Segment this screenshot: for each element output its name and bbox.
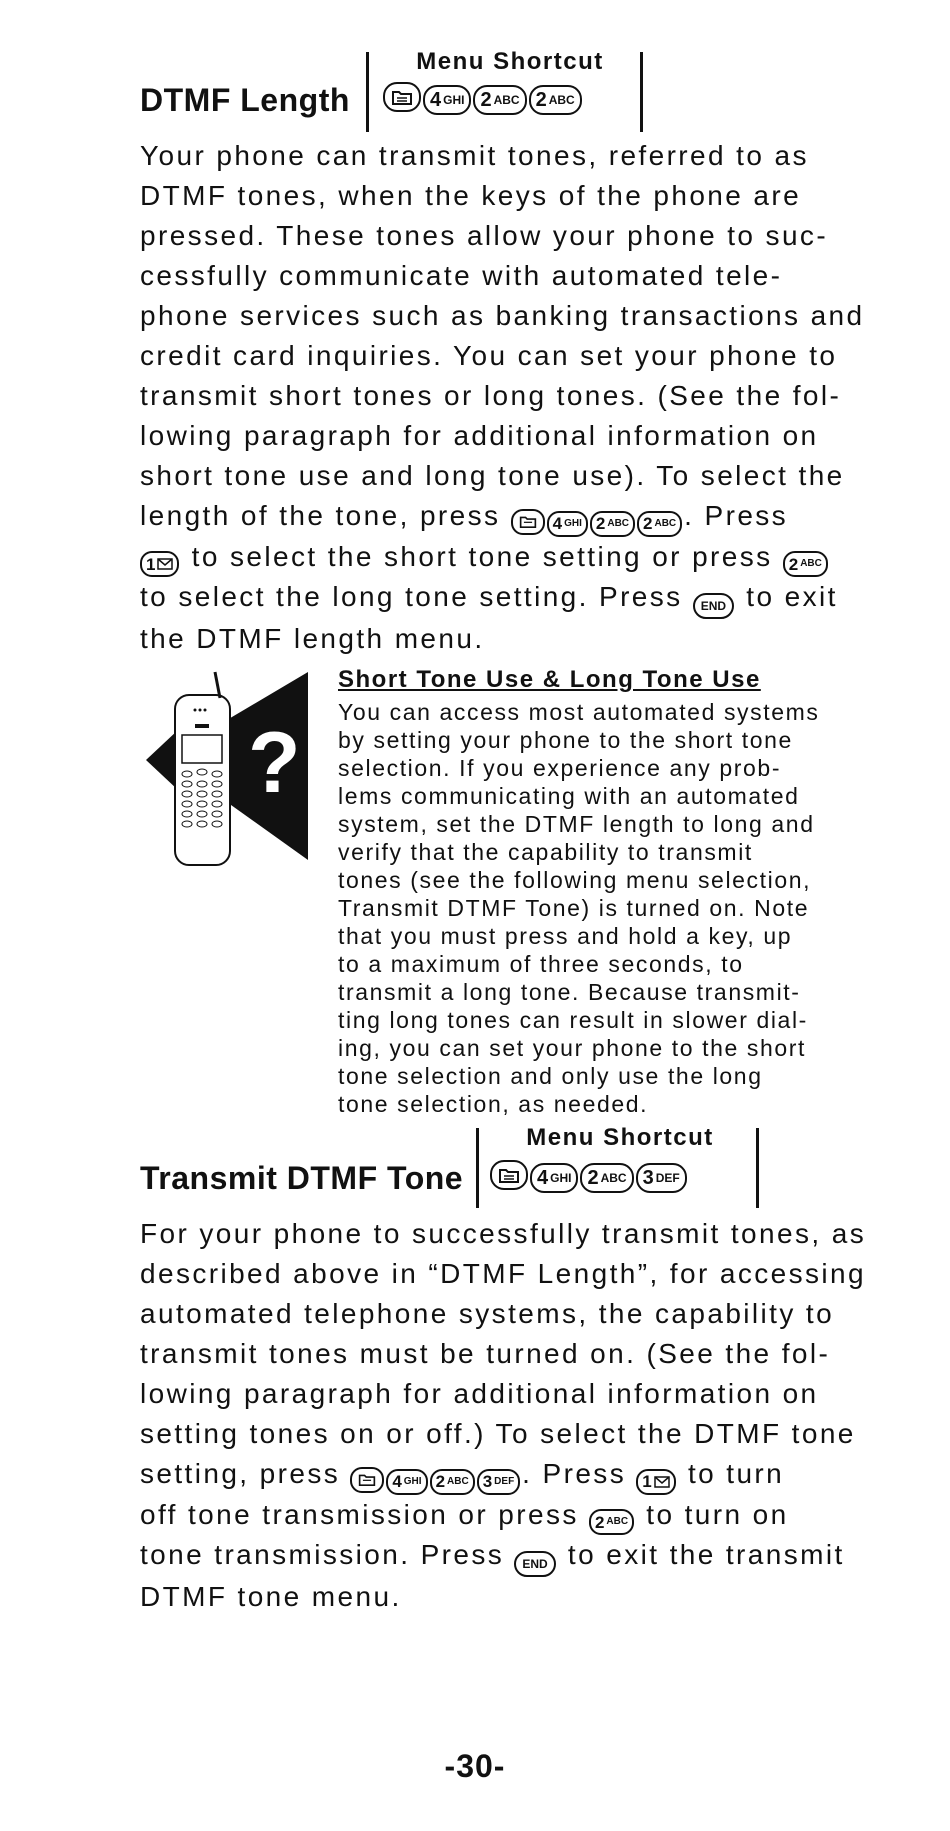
text-span: to select the long tone setting. Press bbox=[140, 581, 683, 612]
text-line: the DTMF length menu. bbox=[140, 623, 485, 654]
text-line: DTMF tones, when the keys of the phone are bbox=[140, 180, 802, 211]
note-line: transmit a long tone. Because transmit- bbox=[338, 979, 801, 1005]
text-span: to select the short tone setting or press bbox=[191, 540, 773, 572]
section-title-transmit-dtmf-tone: Transmit DTMF Tone bbox=[140, 1160, 464, 1196]
key-2-abc-icon: 2 ABC bbox=[783, 551, 828, 577]
menu-shortcut-keys bbox=[383, 82, 584, 115]
text-line: For your phone to successfully transmit tones, as bbox=[140, 1218, 867, 1249]
divider-left bbox=[476, 1128, 479, 1208]
text-line bbox=[140, 496, 860, 537]
note-line: ting long tones can result in slower dial- bbox=[338, 1007, 808, 1033]
note-line: system, set the DTMF length to long and bbox=[338, 811, 815, 837]
key-1-message-icon: 1 bbox=[140, 551, 179, 577]
text-line: short tone use and long tone use). To select the bbox=[140, 460, 845, 491]
text-line bbox=[140, 577, 860, 619]
note-line: tone selection and only use the long bbox=[338, 1063, 763, 1089]
text-line: transmit short tones or long tones. (See the fol- bbox=[140, 380, 842, 411]
text-span: setting, press bbox=[140, 1458, 341, 1489]
key-2-abc-icon: 2 ABC bbox=[580, 1163, 633, 1193]
divider-left bbox=[366, 52, 369, 132]
note-title: Short Tone Use & Long Tone Use bbox=[338, 666, 761, 693]
note-line: that you must press and hold a key, up bbox=[338, 923, 793, 949]
text-line: phone services such as banking transactions and bbox=[140, 300, 865, 331]
key-2-abc-icon: 2 ABC bbox=[590, 511, 635, 537]
text-line: described above in “DTMF Length”, for accessing bbox=[140, 1258, 866, 1289]
text-span: tone transmission. Press bbox=[140, 1539, 505, 1570]
key-4-ghi-icon: 4 GHI bbox=[547, 511, 588, 537]
note-line: by setting your phone to the short tone bbox=[338, 727, 793, 753]
menu-shortcut-label: Menu Shortcut bbox=[416, 48, 604, 75]
key-2-abc-icon: 2 ABC bbox=[637, 511, 682, 537]
end-key-icon: END bbox=[693, 593, 734, 619]
key-4-ghi-icon: 4 GHI bbox=[386, 1469, 427, 1495]
note-line: lems communicating with an automated bbox=[338, 783, 800, 809]
transmit-dtmf-paragraph bbox=[140, 1214, 867, 1617]
key-4-ghi-icon: 4 GHI bbox=[423, 85, 471, 115]
note-line: verify that the capability to transmit bbox=[338, 839, 753, 865]
divider-right bbox=[756, 1128, 759, 1208]
menu-shortcut-keys bbox=[490, 1160, 689, 1193]
text-line bbox=[140, 1535, 860, 1577]
key-3-def-icon: 3 DEF bbox=[636, 1163, 687, 1193]
text-line: Your phone can transmit tones, referred to as bbox=[140, 140, 809, 171]
key-2-abc-icon: 2 ABC bbox=[473, 85, 526, 115]
text-span: to turn on bbox=[646, 1498, 789, 1530]
text-span: length of the tone, press bbox=[140, 500, 501, 531]
text-span: . Press bbox=[522, 1458, 627, 1489]
section-title-dtmf-length: DTMF Length bbox=[140, 82, 350, 118]
key-1-message-icon: 1 bbox=[636, 1469, 675, 1495]
text-line: setting tones on or off.) To select the DTMF tone bbox=[140, 1418, 856, 1449]
note-line: tone selection, as needed. bbox=[338, 1091, 649, 1117]
note-line: tones (see the following menu selection, bbox=[338, 867, 812, 893]
note-line: ing, you can set your phone to the short bbox=[338, 1035, 807, 1061]
text-span: to turn bbox=[687, 1458, 785, 1489]
text-line: pressed. These tones allow your phone to suc- bbox=[140, 220, 829, 251]
key-2-abc-icon: 2 ABC bbox=[529, 85, 582, 115]
note-line: Transmit DTMF Tone) is turned on. Note bbox=[338, 895, 810, 921]
text-line: DTMF tone menu. bbox=[140, 1581, 402, 1612]
note-line: selection. If you experience any prob- bbox=[338, 755, 782, 781]
text-span: to exit the transmit bbox=[567, 1539, 845, 1570]
text-line: automated telephone systems, the capability to bbox=[140, 1298, 835, 1329]
note-line: You can access most automated systems bbox=[338, 699, 820, 725]
text-span: . Press bbox=[684, 500, 789, 531]
text-line: credit card inquiries. You can set your phone to bbox=[140, 340, 838, 371]
dtmf-length-paragraph bbox=[140, 136, 865, 659]
key-4-ghi-icon: 4 GHI bbox=[530, 1163, 578, 1193]
phone-question-illustration bbox=[140, 670, 320, 870]
page-number: -30- bbox=[444, 1748, 506, 1784]
text-line bbox=[140, 1495, 860, 1536]
menu-key-icon bbox=[511, 509, 545, 535]
note-text bbox=[338, 698, 858, 1118]
text-line: cessfully communicate with automated tele- bbox=[140, 260, 783, 291]
menu-key-icon bbox=[350, 1467, 384, 1493]
question-mark: ? bbox=[248, 715, 301, 811]
note-line: to a maximum of three seconds, to bbox=[338, 951, 744, 977]
divider-right bbox=[640, 52, 643, 132]
text-line bbox=[140, 1454, 860, 1495]
key-2-abc-icon: 2 ABC bbox=[430, 1469, 475, 1495]
key-2-abc-icon: 2 ABC bbox=[589, 1509, 634, 1535]
text-line: lowing paragraph for additional information on bbox=[140, 420, 819, 451]
menu-key-icon bbox=[490, 1160, 528, 1190]
text-span: off tone transmission or press bbox=[140, 1498, 579, 1530]
text-line bbox=[140, 537, 860, 578]
key-3-def-icon: 3 DEF bbox=[477, 1469, 520, 1495]
menu-key-icon bbox=[383, 82, 421, 112]
text-line: lowing paragraph for additional information on bbox=[140, 1378, 819, 1409]
text-line: transmit tones must be turned on. (See the fol- bbox=[140, 1338, 831, 1369]
text-span: to exit bbox=[746, 581, 838, 612]
end-key-icon: END bbox=[514, 1551, 555, 1577]
menu-shortcut-label: Menu Shortcut bbox=[526, 1124, 714, 1151]
